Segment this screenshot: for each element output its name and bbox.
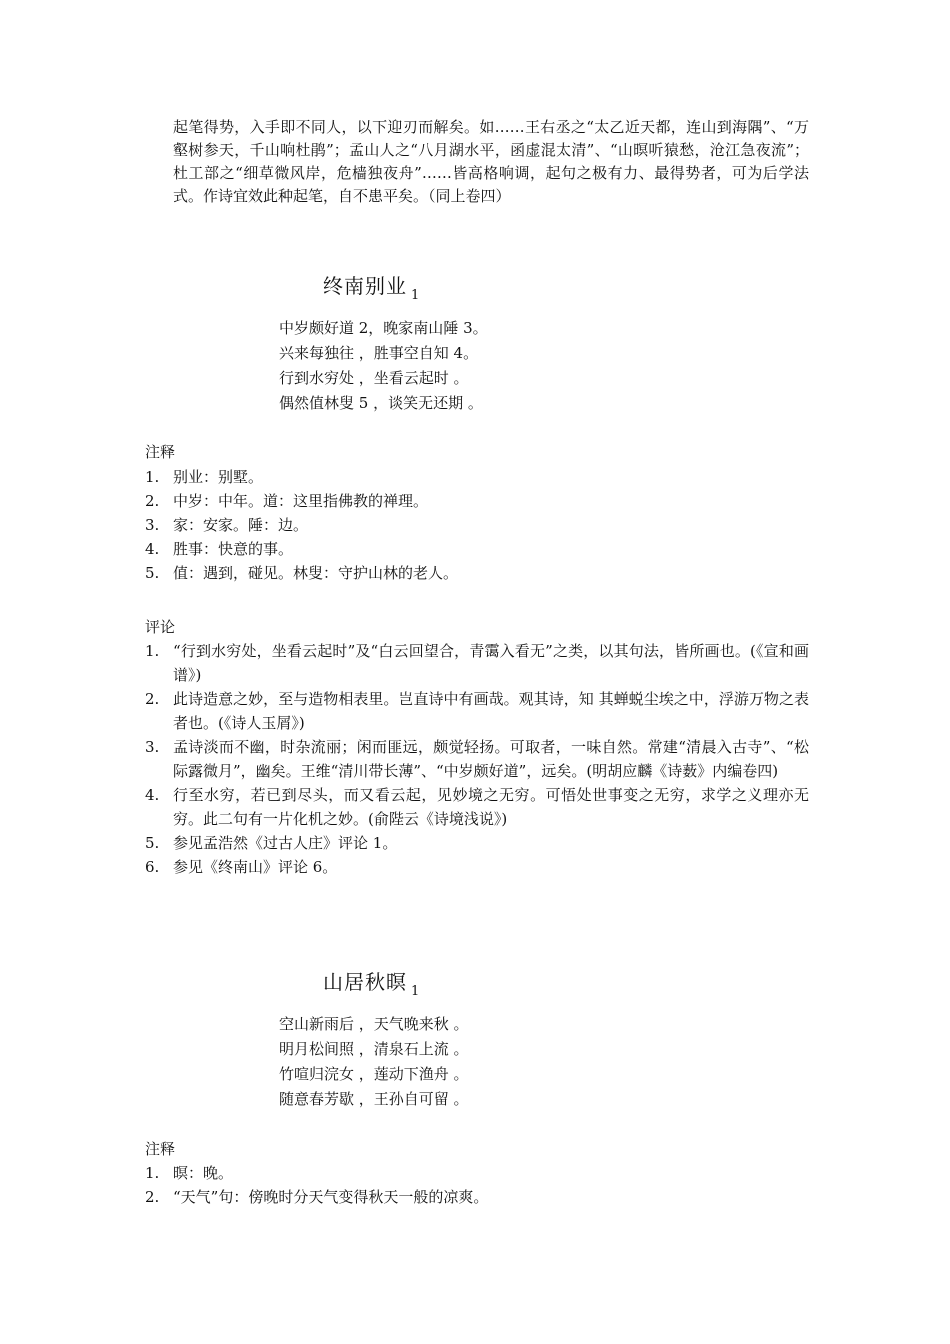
comment-text: 孟诗淡而不幽，时杂流丽；闲而匪远，颇觉轻扬。可取者，一味自然。常建“清晨入古寺”、“松际露微月”，幽矣。王维“清川带长薄”、“中岁颇好道”，远矣。(明胡应麟《诗薮》内编卷四): [173, 738, 809, 780]
comment-item: [145, 783, 809, 831]
comment-item: [145, 855, 809, 879]
note-text: 值：遇到，碰见。林叟：守护山林的老人。: [173, 564, 459, 582]
comment-number: 3.: [145, 738, 160, 756]
note-number: 1.: [145, 468, 160, 486]
note-item: [145, 513, 809, 537]
note-item: [145, 465, 809, 489]
note-text: 家：安家。陲：边。: [173, 516, 309, 534]
intro-paragraph: 起笔得势，入手即不同人，以下迎刃而解矣。如……王右丞之“太乙近天都，连山到海隅”、“万壑树参天，千山响杜鹃”；孟山人之“八月湖水平，函虚混太清”、“山暝听猿愁，沧江急夜流”；杜工部之“细草微风岸，危樯独夜舟”……皆高格响调，起句之极有力、最得势者，可为后学法式。作诗宜效此种起笔，自不患平矣。（同上卷四）: [173, 118, 809, 205]
poem-line: 空山新雨后 ，天气晚来秋 。: [279, 1015, 469, 1033]
poem-line: 竹喧归浣女 ，莲动下渔舟 。: [279, 1065, 469, 1083]
notes-heading: 注释: [145, 1140, 176, 1158]
notes-heading: 注释: [145, 443, 176, 461]
note-item: [145, 489, 809, 513]
poem-line: 兴来每独往 ，胜事空自知 4。: [279, 344, 479, 362]
note-text: “天气”句：傍晚时分天气变得秋天一般的凉爽。: [173, 1188, 489, 1206]
poem-line: 明月松间照 ，清泉石上流 。: [279, 1040, 469, 1058]
poem-title-note-ref: 1: [411, 288, 421, 303]
poem-line: 随意春芳歇 ，王孙自可留 。: [279, 1090, 469, 1108]
comment-number: 5.: [145, 834, 160, 852]
comment-item: [145, 687, 809, 735]
note-item: [145, 561, 809, 585]
poem-body: [279, 1012, 469, 1112]
note-number: 2.: [145, 1188, 160, 1206]
note-text: 中岁：中年。道：这里指佛教的禅理。: [173, 492, 429, 510]
note-item: [145, 537, 809, 561]
comment-item: [145, 831, 809, 855]
poem-body: [279, 316, 488, 416]
poem-title-note-ref: 1: [411, 984, 421, 999]
poem-line: 中岁颇好道 2，晚家南山陲 3。: [279, 319, 488, 337]
notes-list: [145, 465, 809, 585]
note-text: 别业：别墅。: [173, 468, 264, 486]
comment-text: 此诗造意之妙，至与造物相表里。岂直诗中有画哉。观其诗，知 其蝉蜕尘埃之中，浮游万物之表者也。(《诗人玉屑》): [173, 690, 809, 732]
note-item: [145, 1185, 809, 1209]
comment-text: 参见《终南山》评论 6。: [173, 858, 338, 876]
note-number: 4.: [145, 540, 160, 558]
comment-number: 2.: [145, 690, 160, 708]
poem-title-text: 终南别业: [323, 274, 407, 298]
note-text: 暝：晚。: [173, 1164, 234, 1182]
poem-title-zhongnan-bieye: [323, 273, 420, 309]
poem-line: 偶然值林叟 5 ，谈笑无还期 。: [279, 394, 483, 412]
comments-list: [145, 639, 809, 879]
comment-number: 1.: [145, 642, 160, 660]
note-number: 1.: [145, 1164, 160, 1182]
comments-heading: 评论: [145, 618, 176, 636]
poem-title-shanju-qiuming: [323, 969, 420, 1005]
comment-text: “行到水穷处，坐看云起时”及“白云回望合，青霭入看无”之类，以其句法，皆所画也。(《宣和画谱》): [173, 642, 809, 684]
comment-number: 6.: [145, 858, 160, 876]
comment-item: [145, 639, 809, 687]
note-number: 5.: [145, 564, 160, 582]
note-text: 胜事：快意的事。: [173, 540, 294, 558]
comment-text: 参见孟浩然《过古人庄》评论 1。: [173, 834, 398, 852]
poem-title-text: 山居秋暝: [323, 970, 407, 994]
note-number: 3.: [145, 516, 160, 534]
note-item: [145, 1161, 809, 1185]
comment-item: [145, 735, 809, 783]
note-number: 2.: [145, 492, 160, 510]
notes-list: [145, 1161, 809, 1209]
comment-number: 4.: [145, 786, 160, 804]
poem-line: 行到水穷处 ，坐看云起时 。: [279, 369, 469, 387]
comment-text: 行至水穷，若已到尽头，而又看云起，见妙境之无穷。可悟处世事变之无穷，求学之义理亦无穷。此二句有一片化机之妙。(俞陛云《诗境浅说》): [173, 786, 809, 828]
